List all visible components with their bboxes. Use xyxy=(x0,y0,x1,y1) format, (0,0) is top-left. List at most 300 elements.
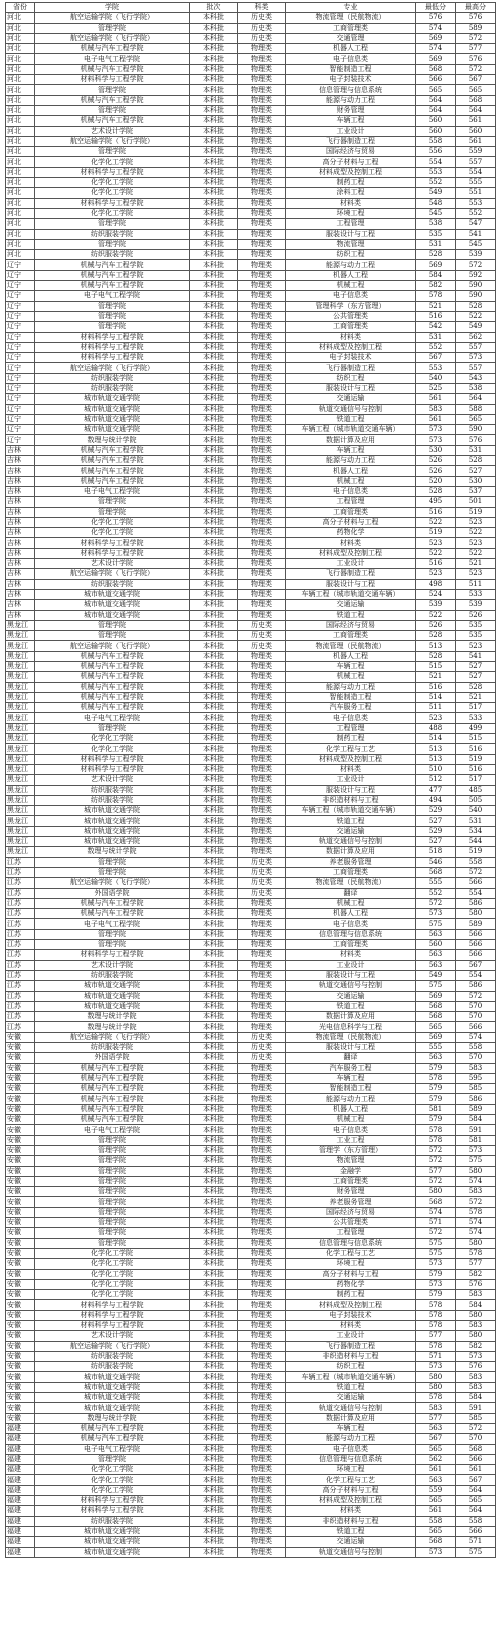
province-cell: 江苏 xyxy=(6,867,35,877)
batch-cell: 本科批 xyxy=(190,620,238,630)
college-cell: 机械与汽车工程学院 xyxy=(35,1434,190,1444)
max-score-cell: 543 xyxy=(456,373,496,383)
province-cell: 河北 xyxy=(6,75,35,85)
max-score-cell: 589 xyxy=(456,1104,496,1114)
college-cell: 城市轨道交通学院 xyxy=(35,1403,190,1413)
min-score-cell: 564 xyxy=(416,105,456,115)
batch-cell: 本科批 xyxy=(190,929,238,939)
college-cell: 化学化工学院 xyxy=(35,734,190,744)
max-score-cell: 576 xyxy=(456,1279,496,1289)
major-cell: 电子信息类 xyxy=(286,1125,416,1135)
province-cell: 安徽 xyxy=(6,1321,35,1331)
college-cell: 材料科学与工程学院 xyxy=(35,198,190,208)
province-cell: 辽宁 xyxy=(6,394,35,404)
college-cell: 材料科学与工程学院 xyxy=(35,1496,190,1506)
batch-cell: 本科批 xyxy=(190,311,238,321)
min-score-cell: 578 xyxy=(416,1125,456,1135)
major-cell: 材料成型及控制工程 xyxy=(286,1496,416,1506)
table-row xyxy=(6,116,496,126)
track-cell: 历史类 xyxy=(238,631,286,641)
college-cell: 航空运输学院（飞行学院） xyxy=(35,13,190,23)
max-score-cell: 559 xyxy=(456,147,496,157)
track-cell: 物理类 xyxy=(238,579,286,589)
batch-cell: 本科批 xyxy=(190,1475,238,1485)
major-cell: 数据计算及应用 xyxy=(286,1012,416,1022)
table-row xyxy=(6,198,496,208)
max-score-cell: 558 xyxy=(456,1516,496,1526)
table-row xyxy=(6,970,496,980)
track-cell: 物理类 xyxy=(238,1331,286,1341)
major-cell: 轨道交通信号与控制 xyxy=(286,837,416,847)
batch-cell: 本科批 xyxy=(190,662,238,672)
track-cell: 物理类 xyxy=(238,1063,286,1073)
track-cell: 物理类 xyxy=(238,754,286,764)
college-cell: 纺织服装学院 xyxy=(35,1516,190,1526)
major-cell: 材料类 xyxy=(286,198,416,208)
table-row xyxy=(6,1156,496,1166)
province-cell: 福建 xyxy=(6,1475,35,1485)
max-score-cell: 582 xyxy=(456,1269,496,1279)
track-cell: 物理类 xyxy=(238,1022,286,1032)
max-score-cell: 523 xyxy=(456,517,496,527)
track-cell: 物理类 xyxy=(238,1166,286,1176)
batch-cell: 本科批 xyxy=(190,1187,238,1197)
province-cell: 辽宁 xyxy=(6,425,35,435)
college-cell: 化学化工学院 xyxy=(35,1248,190,1258)
track-cell: 物理类 xyxy=(238,95,286,105)
max-score-cell: 523 xyxy=(456,641,496,651)
batch-cell: 本科批 xyxy=(190,239,238,249)
major-cell: 环境工程 xyxy=(286,1465,416,1475)
track-cell: 物理类 xyxy=(238,363,286,373)
track-cell: 物理类 xyxy=(238,1475,286,1485)
track-cell: 物理类 xyxy=(238,837,286,847)
major-cell: 铁道工程 xyxy=(286,1382,416,1392)
college-cell: 化学化工学院 xyxy=(35,1475,190,1485)
province-cell: 河北 xyxy=(6,208,35,218)
major-cell: 材料成型及控制工程 xyxy=(286,1300,416,1310)
max-score-cell: 575 xyxy=(456,1156,496,1166)
track-cell: 物理类 xyxy=(238,445,286,455)
table-row xyxy=(6,1485,496,1495)
college-cell: 材料科学与工程学院 xyxy=(35,950,190,960)
province-cell: 辽宁 xyxy=(6,281,35,291)
table-row xyxy=(6,322,496,332)
province-cell: 江苏 xyxy=(6,981,35,991)
college-cell: 管理学院 xyxy=(35,620,190,630)
track-cell: 物理类 xyxy=(238,1362,286,1372)
max-score-cell: 522 xyxy=(456,548,496,558)
province-cell: 吉林 xyxy=(6,507,35,517)
major-cell: 物流管理 xyxy=(286,1156,416,1166)
max-score-cell: 580 xyxy=(456,1166,496,1176)
track-cell: 物理类 xyxy=(238,1104,286,1114)
track-cell: 物理类 xyxy=(238,1372,286,1382)
major-cell: 物流管理（民航物流） xyxy=(286,13,416,23)
max-score-cell: 574 xyxy=(456,1228,496,1238)
major-cell: 工商管理类 xyxy=(286,1176,416,1186)
min-score-cell: 563 xyxy=(416,950,456,960)
track-cell: 物理类 xyxy=(238,1547,286,1557)
major-cell: 交通运输 xyxy=(286,600,416,610)
province-cell: 安徽 xyxy=(6,1228,35,1238)
college-cell: 机械与汽车工程学院 xyxy=(35,260,190,270)
college-cell: 管理学院 xyxy=(35,1197,190,1207)
province-cell: 吉林 xyxy=(6,579,35,589)
college-cell: 纺织服装学院 xyxy=(35,250,190,260)
track-cell: 物理类 xyxy=(238,785,286,795)
major-cell: 机械工程 xyxy=(286,1115,416,1125)
max-score-cell: 515 xyxy=(456,734,496,744)
college-cell: 管理学院 xyxy=(35,497,190,507)
table-row xyxy=(6,919,496,929)
batch-cell: 本科批 xyxy=(190,1331,238,1341)
min-score-cell: 528 xyxy=(416,631,456,641)
max-score-cell: 585 xyxy=(456,1413,496,1423)
table-row xyxy=(6,517,496,527)
batch-cell: 本科批 xyxy=(190,847,238,857)
college-cell: 数理与统计学院 xyxy=(35,1022,190,1032)
province-cell: 辽宁 xyxy=(6,301,35,311)
track-cell: 物理类 xyxy=(238,1176,286,1186)
track-cell: 历史类 xyxy=(238,620,286,630)
track-cell: 物理类 xyxy=(238,1207,286,1217)
track-cell: 物理类 xyxy=(238,1444,286,1454)
province-cell: 安徽 xyxy=(6,1176,35,1186)
table-row xyxy=(6,445,496,455)
min-score-cell: 563 xyxy=(416,1475,456,1485)
table-row xyxy=(6,929,496,939)
major-cell: 化学工程与工艺 xyxy=(286,744,416,754)
major-cell: 工商管理类 xyxy=(286,23,416,33)
batch-cell: 本科批 xyxy=(190,1042,238,1052)
college-cell: 航空运输学院（飞行学院） xyxy=(35,136,190,146)
province-cell: 河北 xyxy=(6,13,35,23)
min-score-cell: 514 xyxy=(416,734,456,744)
major-cell: 高分子材料与工程 xyxy=(286,1269,416,1279)
batch-cell: 本科批 xyxy=(190,919,238,929)
major-cell: 高分子材料与工程 xyxy=(286,517,416,527)
major-cell: 数据计算及应用 xyxy=(286,1413,416,1423)
college-cell: 机械与汽车工程学院 xyxy=(35,270,190,280)
batch-cell: 本科批 xyxy=(190,147,238,157)
major-cell: 物流管理 xyxy=(286,239,416,249)
min-score-cell: 579 xyxy=(416,1084,456,1094)
batch-cell: 本科批 xyxy=(190,260,238,270)
min-score-cell: 554 xyxy=(416,157,456,167)
min-score-cell: 577 xyxy=(416,1166,456,1176)
province-cell: 安徽 xyxy=(6,1290,35,1300)
max-score-cell: 570 xyxy=(456,1434,496,1444)
batch-cell: 本科批 xyxy=(190,445,238,455)
track-cell: 物理类 xyxy=(238,147,286,157)
min-score-cell: 572 xyxy=(416,1228,456,1238)
major-cell: 信息管理与信息系统 xyxy=(286,1454,416,1464)
batch-cell: 本科批 xyxy=(190,1012,238,1022)
college-cell: 管理学院 xyxy=(35,1228,190,1238)
min-score-cell: 519 xyxy=(416,528,456,538)
max-score-cell: 521 xyxy=(456,692,496,702)
min-score-cell: 552 xyxy=(416,888,456,898)
college-cell: 化学化工学院 xyxy=(35,1485,190,1495)
province-cell: 河北 xyxy=(6,64,35,74)
track-cell: 物理类 xyxy=(238,64,286,74)
max-score-cell: 571 xyxy=(456,1537,496,1547)
table-row xyxy=(6,95,496,105)
max-score-cell: 558 xyxy=(456,1042,496,1052)
college-cell: 艺术设计学院 xyxy=(35,775,190,785)
college-cell: 化学化工学院 xyxy=(35,178,190,188)
batch-cell: 本科批 xyxy=(190,610,238,620)
min-score-cell: 571 xyxy=(416,1351,456,1361)
track-cell: 物理类 xyxy=(238,188,286,198)
min-score-cell: 559 xyxy=(416,1485,456,1495)
track-cell: 物理类 xyxy=(238,404,286,414)
batch-cell: 本科批 xyxy=(190,1228,238,1238)
table-row xyxy=(6,1423,496,1433)
min-score-cell: 477 xyxy=(416,785,456,795)
batch-cell: 本科批 xyxy=(190,13,238,23)
major-cell: 轨道交通信号与控制 xyxy=(286,1547,416,1557)
min-score-cell: 516 xyxy=(416,559,456,569)
major-cell: 机械工程 xyxy=(286,476,416,486)
batch-cell: 本科批 xyxy=(190,404,238,414)
track-cell: 物理类 xyxy=(238,414,286,424)
major-cell: 服装设计与工程 xyxy=(286,1042,416,1052)
batch-cell: 本科批 xyxy=(190,1218,238,1228)
track-cell: 物理类 xyxy=(238,239,286,249)
max-score-cell: 585 xyxy=(456,1084,496,1094)
batch-cell: 本科批 xyxy=(190,548,238,558)
header-batch: 批次 xyxy=(190,3,238,13)
max-score-cell: 517 xyxy=(456,775,496,785)
track-cell: 物理类 xyxy=(238,1125,286,1135)
max-score-cell: 575 xyxy=(456,1547,496,1557)
batch-cell: 本科批 xyxy=(190,970,238,980)
college-cell: 电子电气工程学院 xyxy=(35,1125,190,1135)
college-cell: 化学化工学院 xyxy=(35,188,190,198)
major-cell: 车辆工程 xyxy=(286,1423,416,1433)
max-score-cell: 554 xyxy=(456,970,496,980)
major-cell: 制药工程 xyxy=(286,1290,416,1300)
college-cell: 城市轨道交通学院 xyxy=(35,1001,190,1011)
province-cell: 河北 xyxy=(6,178,35,188)
major-cell: 交通管理 xyxy=(286,33,416,43)
college-cell: 纺织服装学院 xyxy=(35,229,190,239)
table-row xyxy=(6,1145,496,1155)
batch-cell: 本科批 xyxy=(190,1259,238,1269)
batch-cell: 本科批 xyxy=(190,105,238,115)
province-cell: 安徽 xyxy=(6,1393,35,1403)
major-cell: 车辆工程（城市轨道交通车辆） xyxy=(286,589,416,599)
province-cell: 吉林 xyxy=(6,538,35,548)
table-row xyxy=(6,950,496,960)
batch-cell: 本科批 xyxy=(190,1084,238,1094)
major-cell: 材料成型及控制工程 xyxy=(286,342,416,352)
max-score-cell: 567 xyxy=(456,1475,496,1485)
min-score-cell: 526 xyxy=(416,620,456,630)
college-cell: 城市轨道交通学院 xyxy=(35,1372,190,1382)
min-score-cell: 511 xyxy=(416,703,456,713)
batch-cell: 本科批 xyxy=(190,456,238,466)
max-score-cell: 562 xyxy=(456,332,496,342)
college-cell: 管理学院 xyxy=(35,507,190,517)
track-cell: 物理类 xyxy=(238,1073,286,1083)
province-cell: 河北 xyxy=(6,157,35,167)
college-cell: 化学化工学院 xyxy=(35,517,190,527)
college-cell: 外国语学院 xyxy=(35,1053,190,1063)
major-cell: 材料类 xyxy=(286,1321,416,1331)
track-cell: 物理类 xyxy=(238,559,286,569)
college-cell: 材料科学与工程学院 xyxy=(35,548,190,558)
college-cell: 化学化工学院 xyxy=(35,1279,190,1289)
batch-cell: 本科批 xyxy=(190,1393,238,1403)
batch-cell: 本科批 xyxy=(190,342,238,352)
max-score-cell: 564 xyxy=(456,105,496,115)
batch-cell: 本科批 xyxy=(190,1485,238,1495)
college-cell: 机械与汽车工程学院 xyxy=(35,116,190,126)
major-cell: 能源与动力工程 xyxy=(286,682,416,692)
track-cell: 物理类 xyxy=(238,548,286,558)
table-row xyxy=(6,559,496,569)
max-score-cell: 540 xyxy=(456,806,496,816)
min-score-cell: 579 xyxy=(416,1269,456,1279)
track-cell: 物理类 xyxy=(238,1351,286,1361)
max-score-cell: 584 xyxy=(456,1393,496,1403)
max-score-cell: 586 xyxy=(456,898,496,908)
college-cell: 城市轨道交通学院 xyxy=(35,981,190,991)
min-score-cell: 574 xyxy=(416,1207,456,1217)
batch-cell: 本科批 xyxy=(190,734,238,744)
province-cell: 吉林 xyxy=(6,528,35,538)
batch-cell: 本科批 xyxy=(190,157,238,167)
batch-cell: 本科批 xyxy=(190,188,238,198)
min-score-cell: 563 xyxy=(416,960,456,970)
province-cell: 安徽 xyxy=(6,1362,35,1372)
table-row xyxy=(6,641,496,651)
batch-cell: 本科批 xyxy=(190,1321,238,1331)
province-cell: 安徽 xyxy=(6,1259,35,1269)
track-cell: 物理类 xyxy=(238,394,286,404)
min-score-cell: 549 xyxy=(416,188,456,198)
track-cell: 物理类 xyxy=(238,703,286,713)
batch-cell: 本科批 xyxy=(190,85,238,95)
table-row xyxy=(6,54,496,64)
track-cell: 物理类 xyxy=(238,1012,286,1022)
college-cell: 材料科学与工程学院 xyxy=(35,1310,190,1320)
track-cell: 物理类 xyxy=(238,1269,286,1279)
college-cell: 航空运输学院（飞行学院） xyxy=(35,33,190,43)
track-cell: 物理类 xyxy=(238,44,286,54)
track-cell: 物理类 xyxy=(238,435,286,445)
max-score-cell: 533 xyxy=(456,589,496,599)
table-row xyxy=(6,425,496,435)
college-cell: 机械与汽车工程学院 xyxy=(35,1063,190,1073)
track-cell: 物理类 xyxy=(238,167,286,177)
major-cell: 工业工程 xyxy=(286,1135,416,1145)
max-score-cell: 582 xyxy=(456,1341,496,1351)
min-score-cell: 565 xyxy=(416,1526,456,1536)
min-score-cell: 578 xyxy=(416,1135,456,1145)
track-cell: 物理类 xyxy=(238,517,286,527)
college-cell: 化学化工学院 xyxy=(35,1259,190,1269)
min-score-cell: 575 xyxy=(416,1248,456,1258)
min-score-cell: 531 xyxy=(416,332,456,342)
batch-cell: 本科批 xyxy=(190,507,238,517)
batch-cell: 本科批 xyxy=(190,672,238,682)
major-cell: 智能制造工程 xyxy=(286,692,416,702)
min-score-cell: 568 xyxy=(416,1012,456,1022)
max-score-cell: 523 xyxy=(456,569,496,579)
province-cell: 辽宁 xyxy=(6,270,35,280)
batch-cell: 本科批 xyxy=(190,991,238,1001)
batch-cell: 本科批 xyxy=(190,867,238,877)
table-row xyxy=(6,1176,496,1186)
batch-cell: 本科批 xyxy=(190,1290,238,1300)
major-cell: 工业设计 xyxy=(286,126,416,136)
college-cell: 纺织服装学院 xyxy=(35,1042,190,1052)
province-cell: 黑龙江 xyxy=(6,775,35,785)
province-cell: 河北 xyxy=(6,23,35,33)
max-score-cell: 557 xyxy=(456,342,496,352)
header-max-score: 最高分 xyxy=(456,3,496,13)
batch-cell: 本科批 xyxy=(190,44,238,54)
table-row xyxy=(6,754,496,764)
track-cell: 物理类 xyxy=(238,1423,286,1433)
major-cell: 翻译 xyxy=(286,888,416,898)
max-score-cell: 572 xyxy=(456,260,496,270)
min-score-cell: 516 xyxy=(416,507,456,517)
major-cell: 轨道交通信号与控制 xyxy=(286,404,416,414)
batch-cell: 本科批 xyxy=(190,559,238,569)
min-score-cell: 573 xyxy=(416,909,456,919)
province-cell: 江苏 xyxy=(6,909,35,919)
batch-cell: 本科批 xyxy=(190,219,238,229)
province-cell: 辽宁 xyxy=(6,373,35,383)
major-cell: 机器人工程 xyxy=(286,1104,416,1114)
table-row xyxy=(6,456,496,466)
province-cell: 河北 xyxy=(6,219,35,229)
college-cell: 城市轨道交通学院 xyxy=(35,1537,190,1547)
batch-cell: 本科批 xyxy=(190,1506,238,1516)
table-row xyxy=(6,1187,496,1197)
major-cell: 工业设计 xyxy=(286,559,416,569)
major-cell: 交通运输 xyxy=(286,394,416,404)
header-college: 学院 xyxy=(35,3,190,13)
batch-cell: 本科批 xyxy=(190,373,238,383)
batch-cell: 本科批 xyxy=(190,332,238,342)
college-cell: 城市轨道交通学院 xyxy=(35,806,190,816)
max-score-cell: 583 xyxy=(456,1382,496,1392)
min-score-cell: 567 xyxy=(416,1434,456,1444)
track-cell: 物理类 xyxy=(238,332,286,342)
track-cell: 物理类 xyxy=(238,929,286,939)
track-cell: 物理类 xyxy=(238,54,286,64)
batch-cell: 本科批 xyxy=(190,1444,238,1454)
min-score-cell: 555 xyxy=(416,878,456,888)
max-score-cell: 583 xyxy=(456,1187,496,1197)
track-cell: 物理类 xyxy=(238,1115,286,1125)
province-cell: 安徽 xyxy=(6,1351,35,1361)
track-cell: 物理类 xyxy=(238,970,286,980)
track-cell: 物理类 xyxy=(238,1135,286,1145)
max-score-cell: 527 xyxy=(456,672,496,682)
table-row xyxy=(6,1063,496,1073)
province-cell: 辽宁 xyxy=(6,435,35,445)
max-score-cell: 580 xyxy=(456,1331,496,1341)
min-score-cell: 579 xyxy=(416,1290,456,1300)
province-cell: 黑龙江 xyxy=(6,754,35,764)
